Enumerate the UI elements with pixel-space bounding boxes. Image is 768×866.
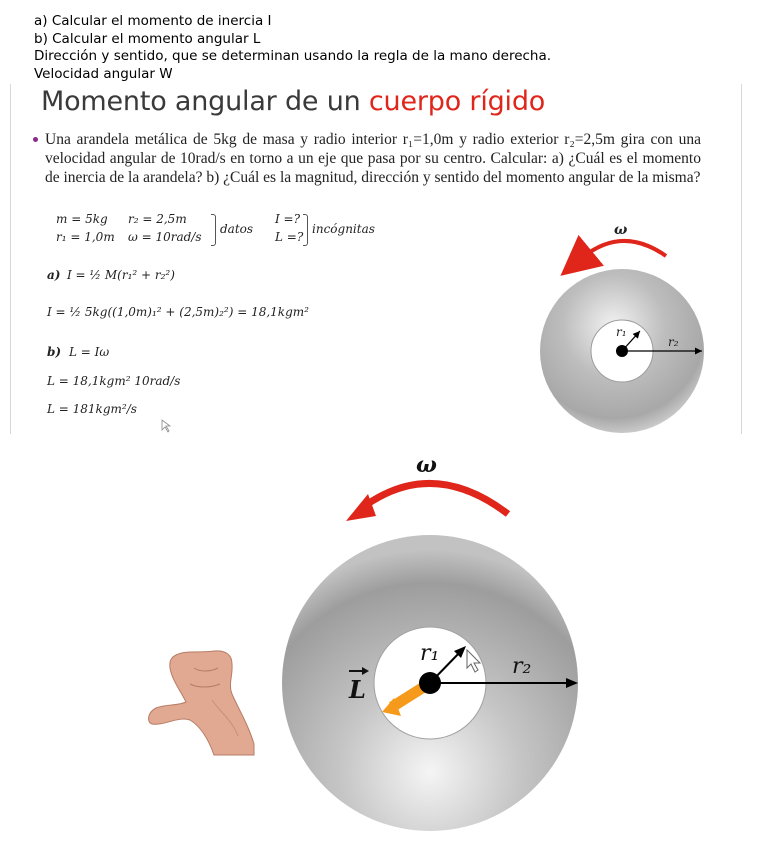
- problem-text: Una arandela metálica de 5kg de masa y radio interior r₁=1,0m y radio exterior r₂=2,5m gira con una velocidad angular de 10rad/s en torno a un eje que pasa por su centro. Calcular: a) ¿Cuál es el momento de inercia de la arandela? b) ¿Cuál es la magnitud, dirección y sentido del momento angular de la misma?: [45, 131, 701, 186]
- slide-title-accent: cuerpo rígido: [368, 86, 546, 117]
- datos-label: datos: [220, 222, 254, 236]
- data-omega: ω = 10rad/s: [128, 230, 202, 244]
- note-line-4: Velocidad angular W: [34, 65, 173, 82]
- small-disk-diagram: [540, 222, 704, 433]
- data-r1: r₁ = 1,0m: [56, 230, 115, 244]
- data-m: m = 5kg: [56, 212, 108, 226]
- part-a-formula: I = ½ M(r₁² + r₂²): [67, 268, 175, 282]
- unknown-I: I =?: [275, 212, 301, 226]
- large-L-label: L: [349, 675, 366, 704]
- small-center-dot: [616, 345, 628, 357]
- part-a-substitution: I = ½ 5kg((1,0m)₁² + (2,5m)₂²) = 18,1kgm²: [47, 305, 309, 319]
- large-omega-arrow: [362, 483, 508, 514]
- note-line-2: b) Calcular el momento angular L: [34, 30, 261, 47]
- slide-title-main: Momento angular de un: [41, 86, 369, 117]
- unknown-L: L =?: [275, 230, 304, 244]
- small-r1-label: r₁: [616, 325, 627, 339]
- part-a-label: a): [47, 268, 61, 282]
- small-omega-label: ω: [614, 222, 628, 238]
- large-disk-diagram: [282, 452, 578, 831]
- data-r2: r₂ = 2,5m: [128, 212, 187, 226]
- large-r1-label: r₁: [420, 641, 440, 666]
- note-line-1: a) Calcular el momento de inercia I: [34, 13, 272, 29]
- small-r2-label: r₂: [668, 335, 679, 349]
- large-omega-label: ω: [416, 452, 437, 478]
- note-line-3: Dirección y sentido, que se determinan usando la regla de la mano derecha.: [34, 48, 552, 64]
- part-b-label: b): [47, 345, 62, 359]
- large-center-dot: [419, 672, 441, 694]
- incognitas-label: incógnitas: [312, 222, 375, 236]
- part-b-step2: L = 181kgm²/s: [47, 402, 137, 416]
- part-b-formula: L = Iω: [69, 345, 110, 359]
- large-r2-label: r₂: [512, 654, 532, 679]
- small-cursor-icon: [162, 420, 170, 432]
- part-b-step1: L = 18,1kgm² 10rad/s: [47, 374, 181, 388]
- right-hand-illustration: [149, 651, 254, 755]
- small-omega-arrow: [582, 241, 666, 258]
